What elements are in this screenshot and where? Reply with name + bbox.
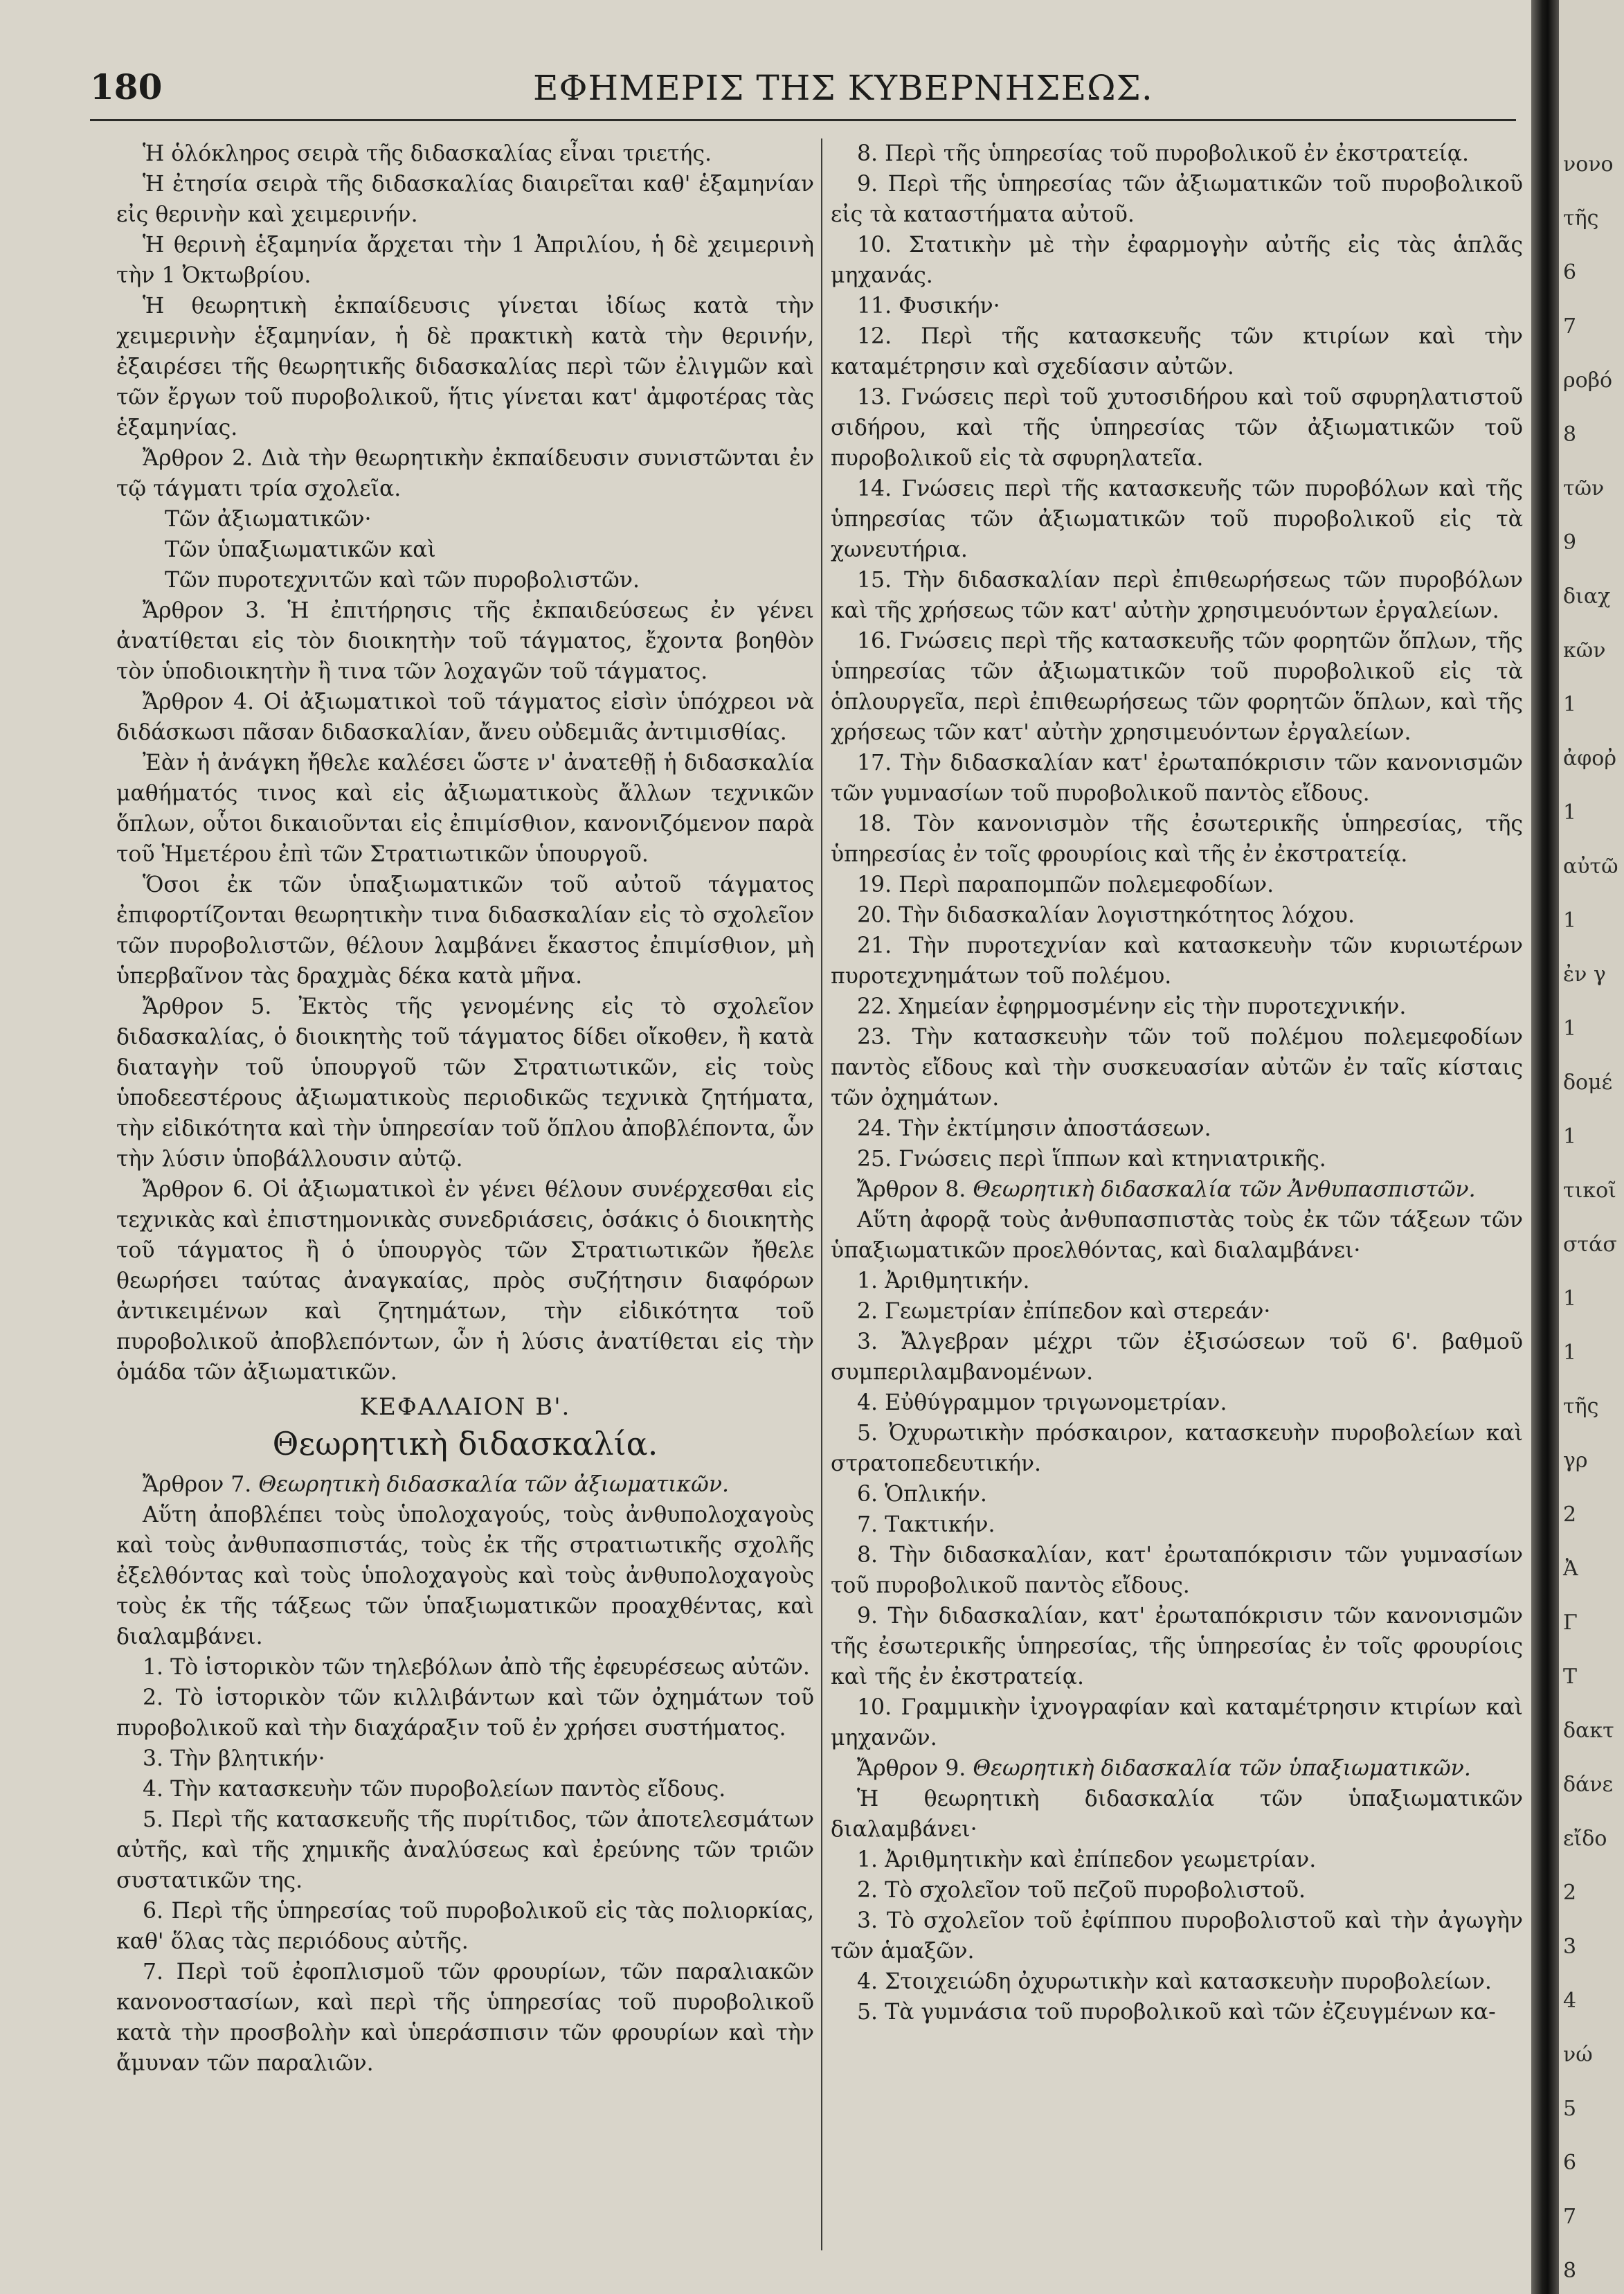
facing-page-fragment: 8	[1563, 422, 1577, 447]
list-item: 19. Περὶ παραπομπῶν πολεμεφοδίων.	[857, 872, 1274, 897]
list-item: 2. Γεωμετρίαν ἐπίπεδον καὶ στερεάν·	[857, 1299, 1271, 1324]
article-7-heading	[116, 1469, 814, 1500]
facing-page-edge	[1559, 0, 1624, 2294]
list-item: 4. Στοιχειώδη ὀχυρωτικὴν καὶ κατασκευὴν πυροβολείων.	[857, 1969, 1492, 1994]
paragraph: Ἡ θεωρητικὴ διδασκαλία τῶν ὑπαξιωματικῶν διαλαμβάνει·	[831, 1786, 1523, 1842]
facing-page-fragment: 1	[1563, 1124, 1577, 1149]
article-4: Ἄρθρον 4. Οἱ ἀξιωματικοὶ τοῦ τάγματος εἰσὶν ὑπόχρεοι νὰ διδάσκωσι πᾶσαν διδασκαλίαν, ἄνευ οὐδεμιᾶς ἀντιμισθίας.	[116, 690, 814, 745]
facing-page-fragment: 1	[1563, 800, 1577, 825]
list-item: 2. Τὸ ἱστορικὸν τῶν κιλλιβάντων καὶ τῶν ὀχημάτων τοῦ πυροβολικοῦ καὶ τὴν διαχάραξιν τοῦ ἐν χρήσει συστήματος.	[116, 1685, 814, 1741]
facing-page-fragment: 7	[1563, 314, 1577, 339]
facing-page-fragment: δακτ	[1563, 1719, 1614, 1743]
facing-page-fragment: δομέ	[1563, 1070, 1613, 1095]
facing-page-fragment: τῆς	[1563, 1395, 1599, 1419]
list-item: 1. Ἀριθμητικήν.	[857, 1269, 1030, 1293]
facing-page-fragment: νονο	[1563, 152, 1614, 177]
facing-page-fragment: 1	[1563, 692, 1577, 717]
list-item: 5. Περὶ τῆς κατασκευῆς τῆς πυρίτιδος, τῶν ἀποτελεσμάτων αὐτῆς, καὶ τῆς χημικῆς ἀναλύσεως καὶ ἐρεύνης τῶν τριῶν συστατικῶν της.	[116, 1807, 814, 1893]
list-item: 24. Τὴν ἐκτίμησιν ἀποστάσεων.	[857, 1116, 1211, 1141]
list-item: 9. Τὴν διδασκαλίαν, κατ' ἐρωταπόκρισιν τῶν κανονισμῶν τῆς ἐσωτερικῆς ὑπηρεσίας, τῆς ὑπηρεσίας ἐν τοῖς φρουρίοις καὶ τῆς ἐν ἐκστρατείᾳ.	[831, 1604, 1523, 1690]
facing-page-fragment: ροβό	[1563, 368, 1613, 393]
article-3: Ἄρθρον 3. Ἡ ἐπιτήρησις τῆς ἐκπαιδεύσεως ἐν γένει ἀνατίθεται εἰς τὸν διοικητὴν τοῦ τάγματος, ἔχοντα βοηθὸν τὸν ὑποδιοικητὴν ἢ τινα τῶν λοχαγῶν τοῦ τάγματος.	[116, 598, 814, 684]
facing-page-fragment: 7	[1563, 2205, 1577, 2229]
book-binding-gutter	[1531, 0, 1559, 2294]
list-item: 5. Τὰ γυμνάσια τοῦ πυροβολικοῦ καὶ τῶν ἐζευγμένων κα-	[857, 2000, 1496, 2025]
list-item: 3. Τὸ σχολεῖον τοῦ ἐφίππου πυροβολιστοῦ καὶ τὴν ἀγωγὴν τῶν ἁμαξῶν.	[831, 1908, 1523, 1964]
list-item: 17. Τὴν διδασκαλίαν κατ' ἐρωταπόκρισιν τῶν κανονισμῶν τῶν γυμνασίων τοῦ πυροβολικοῦ παντὸς εἴδους.	[831, 751, 1523, 806]
facing-page-fragment: 4	[1563, 1989, 1577, 2013]
paragraph: Ὅσοι ἐκ τῶν ὑπαξιωματικῶν τοῦ αὐτοῦ τάγματος ἐπιφορτίζονται θεωρητικὴν τινα διδασκαλίαν εἰς τὸ σχολεῖον τῶν πυροβολιστῶν, θέλουν λαμβάνει ἕκαστος ἐπιμίσθιον, μὴ ὑπερβαῖνον τὰς δραχμὰς δέκα κατὰ μῆνα.	[116, 872, 814, 989]
article-label: Ἄρθρον 7.	[143, 1472, 252, 1497]
facing-page-fragment: τικοῖ	[1563, 1179, 1616, 1203]
list-item: 21. Τὴν πυροτεχνίαν καὶ κατασκευὴν τῶν κυριωτέρων πυροτεχνημάτων τοῦ πολέμου.	[831, 933, 1523, 989]
list-item: 7. Τακτικήν.	[857, 1512, 995, 1537]
article-6: Ἄρθρον 6. Οἱ ἀξιωματικοὶ ἐν γένει θέλουν συνέρχεσθαι εἰς τεχνικὰς καὶ ἐπιστημονικὰς συνεδριάσεις, ὁσάκις ὁ διοικητὴς τοῦ τάγματος ἢ ὁ ὑπουργὸς τῶν Στρατιωτικῶν ἤθελε θεωρήσει ταύτας ἀναγκαίας, πρὸς συζήτησιν διαφόρων ἀντικειμένων καὶ ζητημάτων, τὴν εἰδικότητα τοῦ πυροβολικοῦ ἀποβλεπόντων, ὧν ἡ λύσις ἀνατίθεται εἰς τὴν ὁμάδα τῶν ἀξιωματικῶν.	[116, 1177, 814, 1385]
facing-page-fragment: δάνε	[1563, 1773, 1614, 1797]
facing-page-fragment: στάσ	[1563, 1233, 1617, 1257]
paragraph: Ἡ θεωρητικὴ ἐκπαίδευσις γίνεται ἰδίως κατὰ τὴν χειμερινὴν ἑξαμηνίαν, ἡ δὲ πρακτικὴ κατὰ τὴν θερινήν, ἐξαιρέσει τῆς θεωρητικῆς διδασκαλίας περὶ τῶν ἐλιγμῶν καὶ τῶν ἔργων τοῦ πυροβολικοῦ, ἥτις γίνεται κατ' ἀμφοτέρας τὰς ἑξαμηνίας.	[116, 294, 814, 440]
list-item: 8. Περὶ τῆς ὑπηρεσίας τοῦ πυροβολικοῦ ἐν ἐκστρατείᾳ.	[857, 141, 1469, 166]
list-item: 16. Γνώσεις περὶ τῆς κατασκευῆς τῶν φορητῶν ὅπλων, τῆς ὑπηρεσίας τῶν ἀξιωματικῶν τοῦ πυροβολικοῦ εἰς τὰ ὁπλουργεῖα, περὶ ἐπιθεωρήσεως τῶν φορητῶν ὅπλων, καὶ τῆς χρήσεως τῶν κατ' αὐτὴν χρησιμευόντων ἐργαλείων.	[831, 629, 1523, 745]
paragraph: Ἡ θερινὴ ἑξαμηνία ἄρχεται τὴν 1 Ἀπριλίου, ἡ δὲ χειμερινὴ τὴν 1 Ὀκτωβρίου.	[116, 233, 814, 288]
facing-page-fragment: εἴδο	[1563, 1827, 1607, 1851]
facing-page-fragment: νώ	[1563, 2043, 1593, 2067]
running-title: ΕΦΗΜΕΡΙΣ ΤΗΣ ΚΥΒΕΡΝΗΣΕΩΣ.	[533, 68, 1153, 108]
left-column	[116, 138, 814, 2079]
facing-page-fragment: κῶν	[1563, 638, 1606, 663]
right-column	[831, 138, 1523, 2027]
facing-page-fragment: 9	[1563, 530, 1577, 555]
facing-page-fragment: 5	[1563, 2097, 1577, 2121]
facing-page-fragment: διαχ	[1563, 584, 1611, 609]
facing-page-fragment: 1	[1563, 1016, 1577, 1041]
article-2: Ἄρθρον 2. Διὰ τὴν θεωρητικὴν ἐκπαίδευσιν συνιστῶνται ἐν τῷ τάγματι τρία σχολεῖα.	[116, 446, 814, 501]
list-item: 7. Περὶ τοῦ ἐφοπλισμοῦ τῶν φρουρίων, τῶν παραλιακῶν κανονοστασίων, καὶ περὶ τῆς ὑπηρεσίας τοῦ πυροβολικοῦ κατὰ τὴν προσβολὴν καὶ ὑπεράσπισιν τῶν φρουρίων καὶ τὴν ἄμυναν τῶν παραλιῶν.	[116, 1960, 814, 2076]
article-title: Θεωρητικὴ διδασκαλία τῶν Ἀνθυπασπιστῶν.	[973, 1177, 1476, 1202]
paragraph: Αὕτη ἀφορᾷ τοὺς ἀνθυπασπιστὰς τοὺς ἐκ τῶν τάξεων τῶν ὑπαξιωματικῶν προελθόντας, καὶ διαλαμβάνει·	[831, 1208, 1523, 1263]
facing-page-fragment: ἐν γ	[1563, 962, 1606, 987]
facing-page-fragment: 6	[1563, 260, 1577, 285]
facing-page-fragment: 1	[1563, 908, 1577, 933]
article-title: Θεωρητικὴ διδασκαλία τῶν ἀξιωματικῶν.	[258, 1472, 729, 1497]
facing-page-fragment: τῆς	[1563, 206, 1599, 231]
list-item: 13. Γνώσεις περὶ τοῦ χυτοσιδήρου καὶ τοῦ σφυρηλατιστοῦ σιδήρου, καὶ τῆς ὑπηρεσίας τῶν ἀξιωματικῶν τοῦ πυροβολικοῦ εἰς τὰ σφυρηλατεῖα.	[831, 385, 1523, 471]
list-item: 3. Τὴν βλητικήν·	[143, 1746, 325, 1771]
facing-page-fragment: 2	[1563, 1503, 1577, 1527]
chapter-heading: ΚΕΦΑΛΑΙΟΝ Β'.	[359, 1393, 571, 1421]
list-item: 3. Ἄλγεβραν μέχρι τῶν ἐξισώσεων τοῦ 6'. βαθμοῦ συμπεριλαμβανομένων.	[831, 1329, 1523, 1385]
list-item: 22. Χημείαν ἐφηρμοσμένην εἰς τὴν πυροτεχνικήν.	[857, 994, 1407, 1019]
facing-page-fragment: 6	[1563, 2151, 1577, 2175]
list-item: 1. Ἀριθμητικὴν καὶ ἐπίπεδον γεωμετρίαν.	[857, 1847, 1317, 1872]
facing-page-fragment: 1	[1563, 1287, 1577, 1311]
list-item: 5. Ὀχυρωτικὴν πρόσκαιρον, κατασκευὴν πυροβολείων καὶ στρατοπεδευτικήν.	[831, 1421, 1523, 1476]
list-item: 10. Στατικὴν μὲ τὴν ἐφαρμογὴν αὐτῆς εἰς τὰς ἁπλᾶς μηχανάς.	[831, 233, 1523, 288]
facing-page-fragment: 1	[1563, 1341, 1577, 1365]
page-number: 180	[90, 66, 163, 107]
list-item: 6. Περὶ τῆς ὑπηρεσίας τοῦ πυροβολικοῦ εἰς τὰς πολιορκίας, καθ' ὅλας τὰς περιόδους αὐτῆς.	[116, 1899, 814, 1954]
facing-page-fragment: γρ	[1563, 1449, 1588, 1473]
facing-page-fragment: 2	[1563, 1881, 1577, 1905]
facing-page-fragment: αὐτῶ	[1563, 854, 1618, 879]
section-heading: Θεωρητικὴ διδασκαλία.	[272, 1425, 658, 1462]
list-item: 12. Περὶ τῆς κατασκευῆς τῶν κτιρίων καὶ τὴν καταμέτρησιν καὶ σχεδίασιν αὐτῶν.	[831, 324, 1523, 379]
list-item: 4. Εὐθύγραμμον τριγωνομετρίαν.	[857, 1390, 1227, 1415]
facing-page-fragment: ἀφοῤ	[1563, 746, 1616, 771]
paragraph: Αὕτη ἀποβλέπει τοὺς ὑπολοχαγούς, τοὺς ἀνθυπολοχαγοὺς καὶ τοὺς ἀνθυπασπιστάς, τοὺς ἐκ τῆς στρατιωτικῆς σχολῆς ἐξελθόντας καὶ τοὺς ὑπολοχαγοὺς καὶ τοὺς ἀνθυπολοχαγοὺς τοὺς ἐκ τῆς τάξεως τῶν ὑπαξιωματικῶν προαχθέντας, καὶ διαλαμβάνει.	[116, 1503, 814, 1649]
header-rule	[90, 119, 1516, 121]
list-item: 4. Τὴν κατασκευὴν τῶν πυροβολείων παντὸς εἴδους.	[143, 1777, 726, 1802]
facing-page-fragment: Γ	[1563, 1611, 1578, 1635]
facing-page-fragment: 8	[1563, 2259, 1577, 2283]
paragraph: Ἡ ὁλόκληρος σειρὰ τῆς διδασκαλίας εἶναι τριετής.	[143, 141, 712, 166]
facing-page-fragment: 3	[1563, 1935, 1577, 1959]
page-header	[90, 66, 1502, 115]
article-5: Ἄρθρον 5. Ἐκτὸς τῆς γενομένης εἰς τὸ σχολεῖον διδασκαλίας, ὁ διοικητὴς τοῦ τάγματος δίδει οἴκοθεν, ἢ κατὰ διαταγὴν τοῦ ὑπουργοῦ τῶν Στρατιωτικῶν, εἰς τοὺς ὑποδεεστέρους ἀξιωματικοὺς περιοδικῶς τεχνικὰ ζητήματα, τὴν εἰδικότητα καὶ τὴν ὑπηρεσίαν τοῦ ὅπλου ἀποβλέποντα, ὧν τὴν λύσιν ὑποβάλλουσιν αὐτῷ.	[116, 994, 814, 1172]
article-title: Θεωρητικὴ διδασκαλία τῶν ὑπαξιωματικῶν.	[973, 1756, 1471, 1781]
article-8-heading	[831, 1174, 1523, 1205]
list-item: Τῶν ἀξιωματικῶν·	[165, 507, 372, 532]
list-item: 8. Τὴν διδασκαλίαν, κατ' ἐρωταπόκρισιν τῶν γυμνασίων τοῦ πυροβολικοῦ παντὸς εἴδους.	[831, 1543, 1523, 1598]
article-label: Ἄρθρον 9.	[857, 1756, 966, 1781]
list-item: 2. Τὸ σχολεῖον τοῦ πεζοῦ πυροβολιστοῦ.	[857, 1878, 1306, 1903]
list-item: 25. Γνώσεις περὶ ἵππων καὶ κτηνιατρικῆς.	[857, 1147, 1326, 1172]
list-item: 11. Φυσικήν·	[857, 294, 1000, 319]
list-item: 20. Τὴν διδασκαλίαν λογιστηκότητος λόχου.	[857, 903, 1355, 928]
list-item: Τῶν πυροτεχνιτῶν καὶ τῶν πυροβολιστῶν.	[165, 568, 640, 593]
facing-page-fragment: Ἀ	[1563, 1557, 1578, 1581]
list-item: 23. Τὴν κατασκευὴν τῶν τοῦ πολέμου πολεμεφοδίων παντὸς εἴδους καὶ τὴν συσκευασίαν αὐτῶν ἐν ταῖς κίσταις τῶν ὀχημάτων.	[831, 1025, 1523, 1111]
paragraph: Ἐὰν ἡ ἀνάγκη ἤθελε καλέσει ὥστε ν' ἀνατεθῇ ἡ διδασκαλία μαθήματός τινος καὶ εἰς ἀξιωματικοὺς ἄλλων τεχνικῶν ὅπλων, οὗτοι δικαιοῦνται εἰς ἐπιμίσθιον, κανονιζόμενον παρὰ τοῦ Ἡμετέρου ἐπὶ τῶν Στρατιωτικῶν ὑπουργοῦ.	[116, 751, 814, 867]
facing-page-fragment: τῶν	[1563, 476, 1605, 501]
list-item: 6. Ὁπλικήν.	[857, 1482, 987, 1507]
column-divider	[821, 138, 822, 2250]
article-9-heading	[831, 1753, 1523, 1784]
facing-page-fragment: Τ	[1563, 1665, 1578, 1689]
list-item: 1. Τὸ ἱστορικὸν τῶν τηλεβόλων ἀπὸ τῆς ἐφευρέσεως αὐτῶν.	[143, 1655, 810, 1680]
article-label: Ἄρθρον 8.	[857, 1177, 966, 1202]
list-item: 15. Τὴν διδασκαλίαν περὶ ἐπιθεωρήσεως τῶν πυροβόλων καὶ τῆς χρήσεως τῶν κατ' αὐτὴν χρησιμευόντων ἐργαλείων.	[831, 568, 1523, 623]
list-item: 18. Τὸν κανονισμὸν τῆς ἐσωτερικῆς ὑπηρεσίας, τῆς ὑπηρεσίας ἐν τοῖς φρουρίοις καὶ τῆς ἐν ἐκστρατείᾳ.	[831, 812, 1523, 867]
list-item: 10. Γραμμικὴν ἰχνογραφίαν καὶ καταμέτρησιν κτιρίων καὶ μηχανῶν.	[831, 1695, 1523, 1750]
paragraph: Ἡ ἐτησία σειρὰ τῆς διδασκαλίας διαιρεῖται καθ' ἑξαμηνίαν εἰς θερινὴν καὶ χειμερινήν.	[116, 172, 814, 227]
list-item: 9. Περὶ τῆς ὑπηρεσίας τῶν ἀξιωματικῶν τοῦ πυροβολικοῦ εἰς τὰ καταστήματα αὐτοῦ.	[831, 172, 1523, 227]
list-item: Τῶν ὑπαξιωματικῶν καὶ	[165, 537, 436, 562]
list-item: 14. Γνώσεις περὶ τῆς κατασκευῆς τῶν πυροβόλων καὶ τῆς ὑπηρεσίας τῶν ἀξιωματικῶν τοῦ πυροβολικοῦ εἰς τὰ χωνευτήρια.	[831, 476, 1523, 562]
